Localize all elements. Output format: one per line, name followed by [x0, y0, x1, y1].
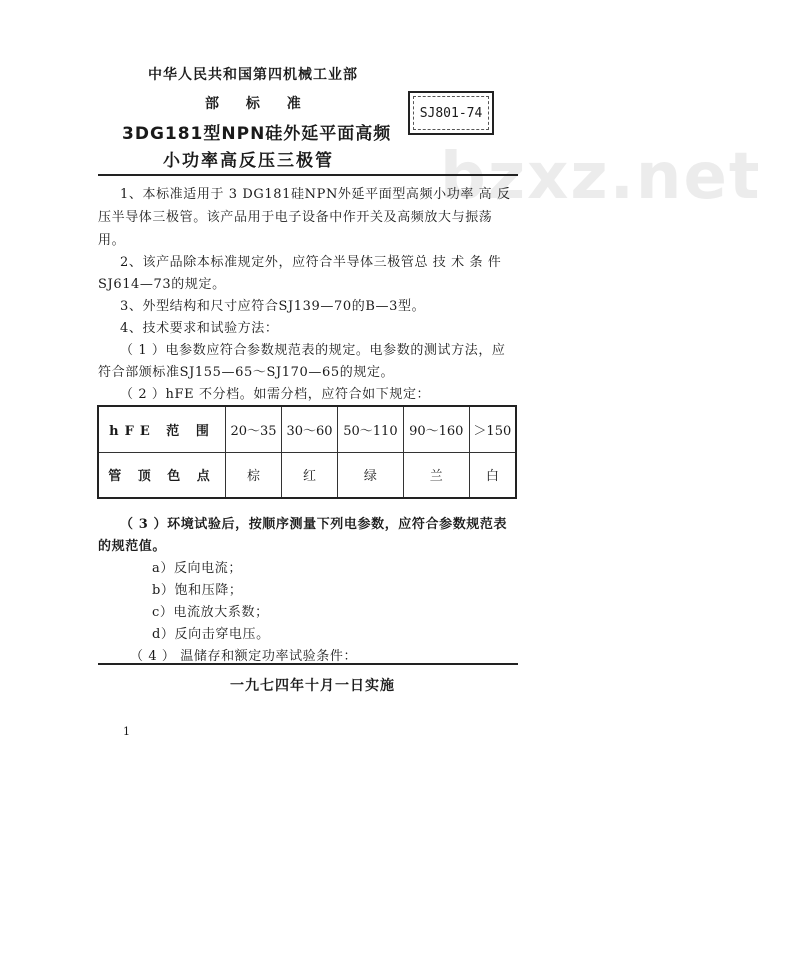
- list-item: d）反向击穿电压。: [152, 627, 270, 642]
- list-item: c）电流放大系数；: [152, 605, 269, 620]
- clause-4-4: （ 4 ） 温储存和额定功率试验条件：: [130, 649, 358, 664]
- table-cell-color: 绿: [338, 452, 404, 498]
- table-row-hfe-range: [98, 406, 516, 452]
- table-cell-color: 兰: [403, 452, 469, 498]
- list-item: b）饱和压降；: [152, 583, 243, 598]
- clause-2-line1: 2、该产品除本标准规定外，应符合半导体三极管总 技 术 条 件: [120, 255, 502, 270]
- clause-2-line2: SJ614—73的规定。: [98, 277, 226, 292]
- clause-3: 3、外型结构和尺寸应符合SJ139—70的B—3型。: [120, 299, 426, 314]
- table-header-hfe-range: hFE 范 围: [98, 406, 226, 452]
- table-row-color-dot: [98, 452, 516, 498]
- clause-4: 4、技术要求和试验方法：: [120, 321, 279, 336]
- watermark: bzxz.net: [440, 140, 762, 214]
- hfe-color-table: [97, 405, 517, 499]
- clause-1-line2: 压半导体三极管。该产品用于电子设备中作开关及高频放大与振荡: [98, 210, 493, 225]
- clause-4-1-line2: 符合部颁标准SJ155—65～SJ170—65的规定。: [98, 365, 395, 380]
- issuing-organization: 中华人民共和国第四机械工业部: [148, 67, 358, 83]
- standard-code: SJ801-74: [419, 105, 483, 121]
- table-cell-range: 30～60: [282, 406, 338, 452]
- footer-divider: [98, 663, 518, 665]
- standard-type: 部 标 准: [205, 96, 301, 112]
- clause-4-3-line2: 的规范值。: [98, 539, 167, 554]
- clause-4-2: （ 2 ）hFE 不分档。如需分档，应符合如下规定：: [120, 387, 431, 402]
- clause-1-line3: 用。: [98, 233, 126, 248]
- table-cell-color: 白: [469, 452, 516, 498]
- document-title-line2: 小功率高反压三极管: [163, 151, 334, 171]
- page-number: 1: [123, 725, 130, 738]
- table-cell-range: 20～35: [226, 406, 282, 452]
- table-cell-range: ＞150: [469, 406, 516, 452]
- table-header-color-dot: 管 顶 色 点: [98, 452, 226, 498]
- table-cell-color: 红: [282, 452, 338, 498]
- clause-4-1-line1: （ 1 ）电参数应符合参数规范表的规定。电参数的测试方法，应: [120, 343, 506, 358]
- table-cell-range: 90～160: [403, 406, 469, 452]
- effective-date: 一九七四年十月一日实施: [230, 678, 395, 694]
- clause-4-3-line1: （ 3 ）环境试验后，按顺序测量下列电参数，应符合参数规范表: [120, 517, 508, 532]
- table-cell-color: 棕: [226, 452, 282, 498]
- clause-1-line1: 1、本标准适用于 3 DG181硅NPN外延平面型高频小功率 高 反: [120, 187, 511, 202]
- standard-code-box: [408, 91, 494, 135]
- document-title-line1: 3DG181型NPN硅外延平面高频: [122, 124, 392, 144]
- table-cell-range: 50～110: [338, 406, 404, 452]
- list-item: a）反向电流；: [152, 561, 242, 576]
- header-divider: [98, 174, 518, 176]
